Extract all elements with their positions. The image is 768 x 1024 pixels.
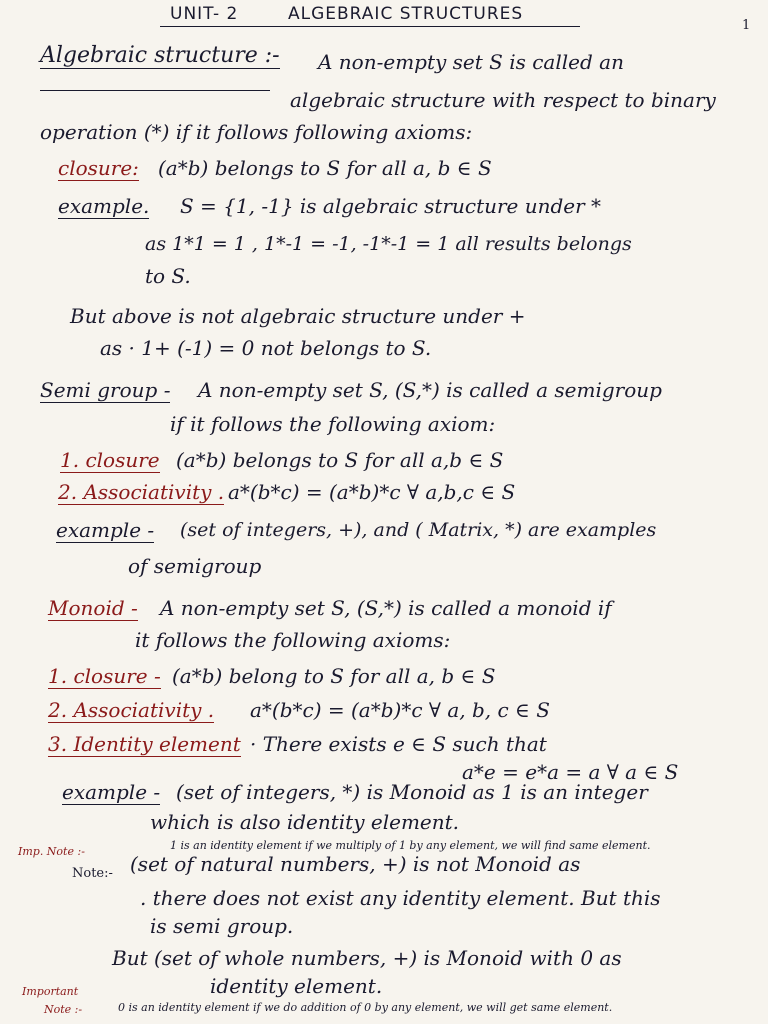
header-rule xyxy=(160,26,580,27)
monoid-example-label: example - xyxy=(62,780,161,804)
example-text: S = {1, -1} is algebraic structure under * xyxy=(180,194,602,218)
example-label: example. xyxy=(58,194,150,218)
important-note-text: 0 is an identity element if we do addition of 0 by any element, we will get same element. xyxy=(118,1001,613,1014)
semigroup-item2-label: 2. Associativity . xyxy=(58,480,225,504)
monoid-example-end: which is also identity element. xyxy=(150,810,460,834)
monoid-item3-text: · There exists e ∈ S such that xyxy=(250,732,547,756)
algebraic-def-line3: operation (*) if it follows following axioms: xyxy=(40,120,473,144)
monoid-item2-label: 2. Associativity . xyxy=(48,698,215,722)
note-label: Note:- xyxy=(72,866,113,881)
monoid-example-text: (set of integers, *) is Monoid as 1 is an integer xyxy=(176,780,648,804)
monoid-def1: A non-empty set S, (S,*) is called a monoid if xyxy=(160,596,612,620)
monoid-item3-label: 3. Identity element xyxy=(48,732,241,756)
algebraic-structure-term: Algebraic structure :- xyxy=(40,43,280,68)
important-note-label: Note :- xyxy=(44,1003,83,1016)
closure-label: closure: xyxy=(58,156,139,180)
monoid-def2: it follows the following axioms: xyxy=(135,628,451,652)
page-number: 1 xyxy=(742,18,751,33)
semigroup-item2-text: a*(b*c) = (a*b)*c ∀ a,b,c ∈ S xyxy=(228,480,516,504)
example-calc: as 1*1 = 1 , 1*-1 = -1, -1*-1 = 1 all results belongs xyxy=(145,233,632,255)
but-line: But above is not algebraic structure under + xyxy=(70,304,526,328)
important-label: Important xyxy=(22,985,79,998)
as-line: as · 1+ (-1) = 0 not belongs to S. xyxy=(100,336,432,360)
semigroup-item1-label: 1. closure xyxy=(60,448,160,472)
but-whole-line2: identity element. xyxy=(210,974,383,998)
term-double-rule xyxy=(40,90,270,91)
semigroup-example-text: (set of integers, +), and ( Matrix, *) are examples xyxy=(180,519,657,541)
semigroup-def2: if it follows the following axiom: xyxy=(170,412,496,436)
unit-label: UNIT- 2 xyxy=(170,4,239,24)
semigroup-example-label: example - xyxy=(56,518,155,542)
example-end: to S. xyxy=(145,264,191,288)
semigroup-example-end: of semigroup xyxy=(128,554,262,578)
imp-note-label: Imp. Note :- xyxy=(18,845,85,858)
monoid-item2-text: a*(b*c) = (a*b)*c ∀ a, b, c ∈ S xyxy=(250,698,550,722)
algebraic-def-line1: A non-empty set S is called an xyxy=(318,50,624,74)
monoid-item1-label: 1. closure - xyxy=(48,664,161,688)
monoid-term: Monoid - xyxy=(48,596,138,620)
but-whole-line1: But (set of whole numbers, +) is Monoid with 0 as xyxy=(112,946,622,970)
note-line1: (set of natural numbers, +) is not Monoid as xyxy=(130,852,581,876)
page-title: ALGEBRAIC STRUCTURES xyxy=(288,4,524,24)
imp-note-text: 1 is an identity element if we multiply of 1 by any element, we will find same element. xyxy=(170,839,651,852)
monoid-item1-text: (a*b) belong to S for all a, b ∈ S xyxy=(172,664,496,688)
note-line2: . there does not exist any identity element. But this xyxy=(140,886,661,910)
semigroup-def1: A non-empty set S, (S,*) is called a semigroup xyxy=(198,378,662,402)
semigroup-item1-text: (a*b) belongs to S for all a,b ∈ S xyxy=(176,448,504,472)
closure-text: (a*b) belongs to S for all a, b ∈ S xyxy=(158,156,492,180)
algebraic-def-line2: algebraic structure with respect to binary xyxy=(290,88,716,112)
note-line3: is semi group. xyxy=(150,914,294,938)
semigroup-term: Semi group - xyxy=(40,378,171,402)
monoid-identity-eq: a*e = e*a = a ∀ a ∈ S xyxy=(462,760,679,784)
